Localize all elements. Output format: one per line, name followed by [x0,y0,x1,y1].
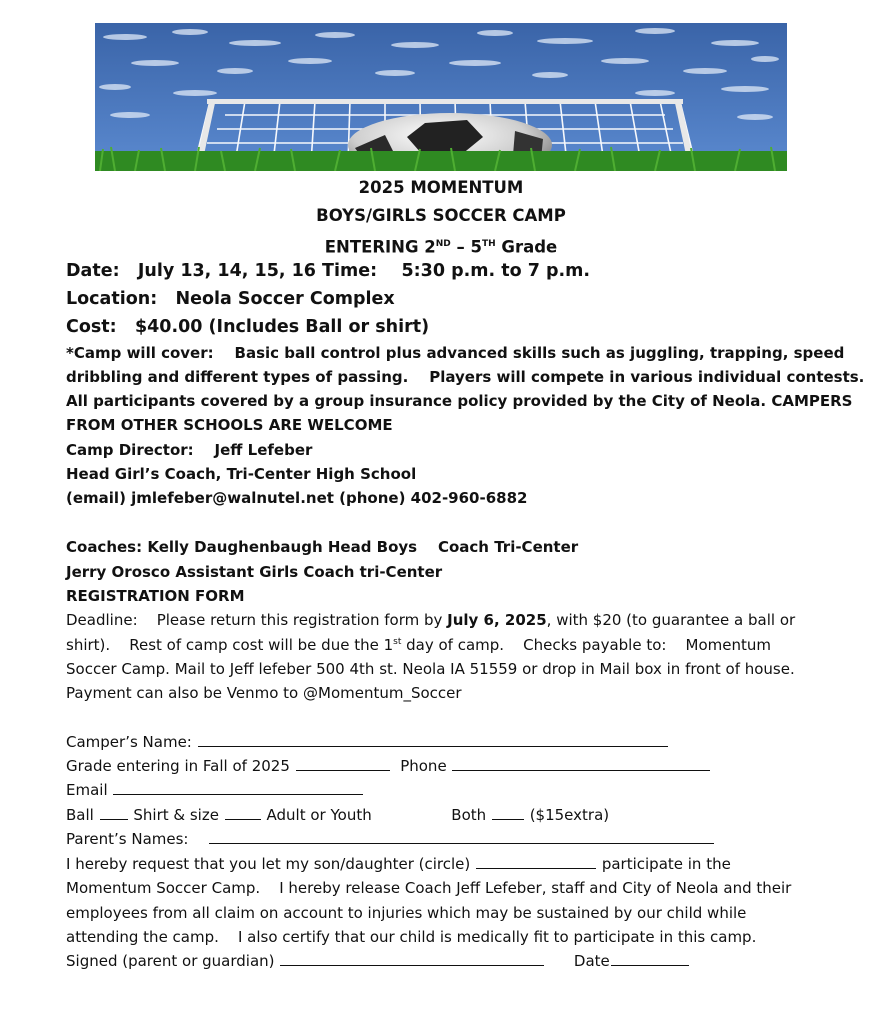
son-daughter-field[interactable] [476,855,596,869]
grade-label: Grade entering in Fall of 2025 [66,757,290,775]
both-label: Both [451,806,487,824]
deadline-line-4: Payment can also be Venmo to @Momentum_Soccer [66,684,462,702]
date-line [66,261,590,281]
ball-label: Ball [66,806,94,824]
adult-youth-label: Adult or Youth [266,806,372,824]
title-line-3: ENTERING 2ND – 5TH Grade [324,237,558,257]
release-line-1: I hereby request that you let my son/daughter (circle) participate in the [66,855,731,873]
deadline-line-3: Soccer Camp. Mail to Jeff lefeber 500 4th st. Neola IA 51559 or drop in Mail box in front of house. [66,660,795,678]
release-line-4: attending the camp. I also certify that our child is medically fit to participate in this camp. [66,928,757,946]
cost-line [66,317,429,337]
signature-date-field[interactable] [611,952,689,966]
extra-cost-label: ($15extra) [529,806,610,824]
cost-value: $40.00 (Includes Ball or shirt) [134,317,430,337]
parents-label: Parent’s Names: [66,830,189,848]
signature-field[interactable] [280,952,544,966]
date-value: July 13, 14, 15, 16 Time: [137,261,378,281]
cost-label: Cost: [66,317,117,337]
date-label-signature: Date [573,952,610,970]
email-label: Email [66,781,108,799]
signed-label: Signed (parent or guardian) [66,952,275,970]
covers-line-2: dribbling and different types of passing. Players will compete in various individual contests. [66,368,865,386]
grade-field[interactable] [296,757,390,771]
shirt-size-field[interactable] [225,806,261,820]
coaches-line-1: Coaches: Kelly Daughenbaugh Head Boys Coach Tri-Center [66,538,579,556]
camper-name-field[interactable] [198,733,668,747]
title-line-2: BOYS/GIRLS SOCCER CAMP [316,206,566,225]
covers-line-1: *Camp will cover: Basic ball control plus advanced skills such as juggling, trapping, speed [66,344,845,362]
registration-heading: REGISTRATION FORM [66,587,245,605]
signature-row [66,952,690,970]
camper-name-row [66,733,669,751]
both-field[interactable] [492,806,524,820]
parents-row [66,830,715,848]
location-value: Neola Soccer Complex [175,289,395,309]
banner-image [95,23,787,171]
director-line: Camp Director: Jeff Lefeber [66,441,313,459]
deadline-line-1: Deadline: Please return this registration form by July 6, 2025, with $20 (to guarantee a ball or [66,611,796,629]
covers-line-4: FROM OTHER SCHOOLS ARE WELCOME [66,416,393,434]
soccer-goal-illustration [95,23,787,171]
time-value: 5:30 p.m. to 7 p.m. [401,261,591,281]
ball-field[interactable] [100,806,128,820]
covers-line-3: All participants covered by a group insurance policy provided by the City of Neola. CAMPERS [66,392,853,410]
deadline-line-2: shirt). Rest of camp cost will be due the 1st day of camp. Checks payable to: Momentum [66,636,771,654]
ball-shirt-row [66,806,609,824]
coaches-line-2: Jerry Orosco Assistant Girls Coach tri-Center [66,563,443,581]
email-row [66,781,364,799]
grade-phone-row [66,757,711,775]
title-line-1: 2025 MOMENTUM [358,178,524,197]
shirt-label: Shirt & size [133,806,219,824]
date-label: Date: [66,261,120,281]
phone-field[interactable] [452,757,710,771]
parents-field[interactable] [209,830,714,844]
location-line [66,289,395,309]
camper-name-label: Camper’s Name: [66,733,192,751]
director-contact: (email) jmlefeber@walnutel.net (phone) 402-960-6882 [66,489,528,507]
director-title: Head Girl’s Coach, Tri-Center High School [66,465,417,483]
email-field[interactable] [113,781,363,795]
location-label: Location: [66,289,158,309]
release-line-3: employees from all claim on account to injuries which may be sustained by our child while [66,904,747,922]
release-line-2: Momentum Soccer Camp. I hereby release Coach Jeff Lefeber, staff and City of Neola and their [66,879,792,897]
phone-label: Phone [400,757,447,775]
camp-title [0,174,882,258]
